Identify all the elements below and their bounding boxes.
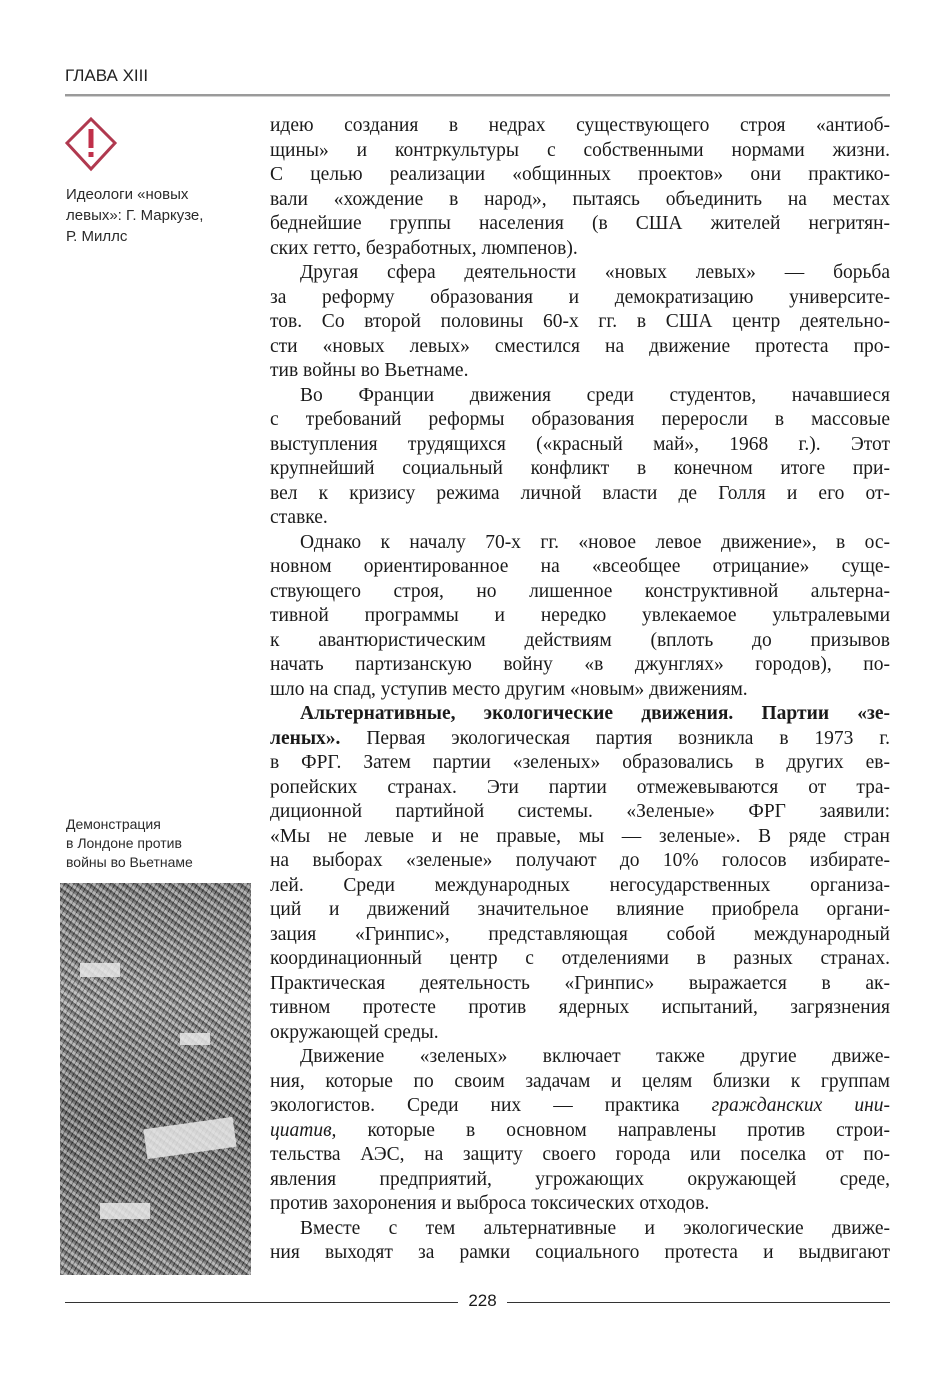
text-line bbox=[270, 506, 890, 531]
header-rule bbox=[65, 94, 890, 97]
bold-run: Альтернативные, экологические движения. Партии «зе- bbox=[300, 703, 890, 724]
text-run: ствующего строя, но лишенное конструктивной альтерна- bbox=[270, 580, 890, 602]
text-line bbox=[270, 800, 890, 825]
text-line bbox=[270, 1119, 890, 1144]
text-line bbox=[270, 359, 890, 384]
text-run: шло на спад, уступив место другим «новым» движениям. bbox=[270, 678, 748, 700]
text-line bbox=[270, 384, 890, 409]
caption-line: в Лондоне против bbox=[66, 835, 182, 851]
demonstration-photo bbox=[60, 883, 251, 1275]
footer-rule-left bbox=[65, 1302, 458, 1303]
text-run: Во Франции движения среди студентов, начавшиеся bbox=[300, 384, 890, 406]
text-line bbox=[270, 653, 890, 678]
text-run: ставке. bbox=[270, 507, 328, 528]
text-line bbox=[270, 114, 890, 139]
text-run: ских гетто, безработных, люмпенов). bbox=[270, 237, 578, 259]
text-run: экологистов. Среди них — практика bbox=[270, 1095, 712, 1116]
text-run: диционной партийной системы. «Зеленые» ФРГ заявили: bbox=[270, 801, 890, 822]
text-line bbox=[270, 1045, 890, 1070]
text-line bbox=[270, 237, 890, 262]
text-run: тельства АЭС, на защиту своего города или поселка от по- bbox=[270, 1144, 890, 1165]
text-line bbox=[270, 212, 890, 237]
text-run: тивном протесте против ядерных испытаний, загрязнения bbox=[270, 997, 890, 1018]
text-run: Вместе с тем альтернативные и экологические движе- bbox=[300, 1217, 890, 1239]
text-run: С целью реализации «общинных проектов» они практико- bbox=[270, 164, 890, 185]
text-run: Первая экологическая партия возникла в 1973 г. bbox=[340, 727, 890, 749]
text-line bbox=[270, 996, 890, 1021]
text-run: ций и движений значительное влияние приобрела органи- bbox=[270, 899, 890, 920]
text-line bbox=[270, 1094, 890, 1119]
text-line bbox=[270, 457, 890, 482]
caption-line: Демонстрация bbox=[66, 816, 161, 832]
text-run: лей. Среди международных негосударственных организа- bbox=[270, 874, 890, 896]
text-line bbox=[270, 335, 890, 360]
text-run: Другая сфера деятельности «новых левых» — борьба bbox=[300, 262, 890, 283]
italic-run: циатив, bbox=[270, 1119, 337, 1141]
caption-line: войны во Вьетнаме bbox=[66, 854, 193, 870]
text-line bbox=[270, 1143, 890, 1168]
text-line bbox=[270, 874, 890, 899]
text-line bbox=[270, 163, 890, 188]
text-run: с требований реформы образования переросли в массовые bbox=[270, 409, 890, 430]
text-run: окружающей среды. bbox=[270, 1021, 439, 1043]
text-line bbox=[270, 751, 890, 776]
text-run: которые в основном направлены против строи- bbox=[336, 1119, 890, 1141]
text-line bbox=[270, 1217, 890, 1242]
text-run: на выборах «зеленые» получают до 10% голосов избирате- bbox=[270, 850, 890, 871]
text-run: новном ориентированное на «всеобщее отрицание» суще- bbox=[270, 556, 890, 577]
text-line bbox=[270, 1241, 890, 1266]
text-run: явления предприятий, угрожающих окружающей среде, bbox=[270, 1168, 890, 1190]
text-line bbox=[270, 580, 890, 605]
text-run: вел к кризису режима личной власти де Голля и его от- bbox=[270, 482, 890, 504]
text-run: за реформу образования и демократизацию университе- bbox=[270, 286, 890, 308]
text-run: ния, которые по своим задачам и целям близки к группам bbox=[270, 1070, 890, 1092]
body-text bbox=[270, 114, 890, 1266]
text-line bbox=[270, 408, 890, 433]
text-run: сти «новых левых» сместился на движение протеста про- bbox=[270, 335, 890, 357]
text-run: Практическая деятельность «Гринпис» выражается в ак- bbox=[270, 972, 890, 994]
text-line bbox=[270, 139, 890, 164]
text-line bbox=[270, 433, 890, 458]
text-run: зация «Гринпис», представляющая собой международный bbox=[270, 923, 890, 945]
text-run: в ФРГ. Затем партии «зеленых» образовались в других ев- bbox=[270, 752, 890, 773]
text-run: против захоронения и выброса токсических отходов. bbox=[270, 1193, 710, 1214]
text-line bbox=[270, 1192, 890, 1217]
text-line bbox=[270, 1021, 890, 1046]
note-line: Идеологи «новых bbox=[66, 186, 189, 203]
text-run: ропейских странах. Эти партии отмежевываются от тра- bbox=[270, 776, 890, 798]
footer-rule-right bbox=[507, 1302, 890, 1303]
page-number: 228 bbox=[468, 1291, 497, 1310]
photo-caption bbox=[66, 815, 193, 872]
text-run: тивной программы и нередко увлекаемое ультралевыми bbox=[270, 605, 890, 626]
text-line bbox=[270, 1070, 890, 1095]
warning-diamond-icon bbox=[64, 116, 118, 172]
text-run: вали «хождение в народ», пытаясь объединить на местах bbox=[270, 188, 890, 210]
text-run: координационный центр с отделениями в разных странах. bbox=[270, 948, 890, 969]
text-line bbox=[270, 923, 890, 948]
text-line bbox=[270, 604, 890, 629]
text-run: «Мы не левые и не правые, мы — зеленые». В ряде стран bbox=[270, 825, 890, 847]
text-line bbox=[270, 849, 890, 874]
text-run: идею создания в недрах существующего строя «антиоб- bbox=[270, 115, 890, 136]
text-run: щины» и контркультуры с собственными нормами жизни. bbox=[270, 139, 890, 161]
sidebar-note bbox=[66, 184, 203, 247]
text-line bbox=[270, 310, 890, 335]
text-line bbox=[270, 702, 890, 727]
text-line bbox=[270, 188, 890, 213]
text-run: выступления трудящихся («красный май», 1968 г.). Этот bbox=[270, 433, 890, 455]
text-line bbox=[270, 776, 890, 801]
text-run: тив войны во Вьетнаме. bbox=[270, 360, 469, 381]
note-line: левых»: Г. Маркузе, bbox=[66, 207, 204, 224]
text-run: тов. Со второй половины 60-х гг. в США центр деятельно- bbox=[270, 311, 890, 332]
text-line bbox=[270, 972, 890, 997]
chapter-heading: ГЛАВА XIII bbox=[65, 66, 149, 85]
text-run: Однако к началу 70-х гг. «новое левое движение», в ос- bbox=[300, 531, 890, 553]
bold-run: леных». bbox=[270, 727, 341, 749]
text-line bbox=[270, 531, 890, 556]
italic-run: гражданских ини- bbox=[711, 1095, 890, 1116]
text-run: к авантюристическим действиям (вплоть до призывов bbox=[270, 629, 890, 651]
note-line: Р. Миллс bbox=[66, 228, 128, 245]
text-line bbox=[270, 286, 890, 311]
text-line bbox=[270, 947, 890, 972]
text-line bbox=[270, 629, 890, 654]
text-run: начать партизанскую войну «в джунглях» городов), по- bbox=[270, 654, 890, 675]
text-line bbox=[270, 727, 890, 752]
text-run: Движение «зеленых» включает также другие движе- bbox=[300, 1046, 890, 1067]
text-line bbox=[270, 678, 890, 703]
text-line bbox=[270, 1168, 890, 1193]
text-line bbox=[270, 898, 890, 923]
text-run: беднейшие группы населения (в США жителей негритян- bbox=[270, 213, 890, 234]
text-line bbox=[270, 261, 890, 286]
text-run: ния выходят за рамки социального протеста и выдвигают bbox=[270, 1242, 890, 1263]
text-line bbox=[270, 825, 890, 850]
text-run: крупнейший социальный конфликт в конечном итоге при- bbox=[270, 458, 890, 479]
text-line bbox=[270, 555, 890, 580]
text-line bbox=[270, 482, 890, 507]
